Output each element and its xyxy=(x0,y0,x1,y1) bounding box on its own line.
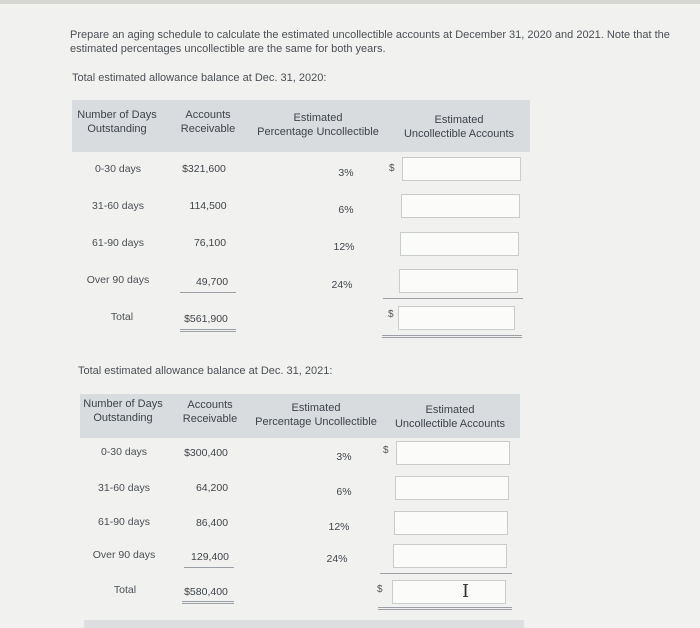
row-percentage: 12% xyxy=(328,521,350,533)
dollar-sign: $ xyxy=(377,584,383,595)
row-accounts-receivable: 49,700 xyxy=(195,276,229,288)
row-percentage: 6% xyxy=(338,204,354,216)
estimated-uncollectible-input-2021-31-60[interactable] xyxy=(395,476,509,500)
header-estimated-percentage: Estimated Percentage Uncollectible xyxy=(257,112,379,138)
estimated-uncollectible-total-2020[interactable] xyxy=(398,306,515,330)
total-accounts-receivable: $580,400 xyxy=(184,586,228,598)
table-2020-title: Total estimated allowance balance at Dec. 31, 2020: xyxy=(72,72,327,84)
row-days-label: Over 90 days xyxy=(92,549,156,561)
subtotal-underline xyxy=(380,573,512,574)
row-percentage: 6% xyxy=(336,486,352,498)
row-percentage: 24% xyxy=(326,553,348,565)
row-days-label: 0-30 days xyxy=(94,163,142,175)
row-accounts-receivable: 129,400 xyxy=(191,551,229,563)
instructions-text: Prepare an aging schedule to calculate the estimated uncollectible accounts at December 31, 2020 and 2021. Note that the estimated percentages uncollectible are the same for both years. xyxy=(70,29,670,55)
text-cursor-icon: I xyxy=(462,581,470,602)
subtotal-underline xyxy=(180,292,236,293)
estimated-uncollectible-input-2021-0-30[interactable] xyxy=(396,441,510,465)
dollar-sign: $ xyxy=(383,445,389,456)
estimated-uncollectible-input-2020-0-30[interactable] xyxy=(402,157,521,181)
row-days-label: 31-60 days xyxy=(98,482,150,494)
estimated-uncollectible-input-2020-over-90[interactable] xyxy=(399,269,518,293)
estimated-uncollectible-input-2021-over-90[interactable] xyxy=(393,544,507,568)
row-percentage: 24% xyxy=(331,279,353,291)
total-label: Total xyxy=(110,311,134,323)
total-double-underline xyxy=(378,607,512,610)
row-days-label: 61-90 days xyxy=(92,237,144,249)
estimated-uncollectible-input-2020-31-60[interactable] xyxy=(401,194,520,218)
dollar-sign: $ xyxy=(388,309,394,320)
dollar-sign: $ xyxy=(389,163,395,174)
row-accounts-receivable: 86,400 xyxy=(195,517,229,529)
row-accounts-receivable: 64,200 xyxy=(195,482,229,494)
table-2021-title: Total estimated allowance balance at Dec. 31, 2021: xyxy=(78,365,333,377)
row-accounts-receivable: 76,100 xyxy=(193,237,227,249)
row-percentage: 3% xyxy=(338,167,354,179)
header-estimated-uncollectible: Estimated Uncollectible Accounts xyxy=(403,114,515,140)
estimated-uncollectible-input-2021-61-90[interactable] xyxy=(394,511,508,535)
estimated-uncollectible-total-2021[interactable] xyxy=(392,580,506,604)
row-accounts-receivable: 114,500 xyxy=(189,200,227,212)
header-estimated-uncollectible: Estimated Uncollectible Accounts xyxy=(394,404,506,430)
subtotal-underline xyxy=(184,567,234,568)
header-accounts-receivable: Accounts Receivable xyxy=(180,109,236,135)
subtotal-underline xyxy=(383,298,523,299)
total-double-underline xyxy=(382,335,522,338)
row-percentage: 12% xyxy=(333,241,355,253)
total-accounts-receivable: $561,900 xyxy=(184,313,228,325)
row-accounts-receivable: $300,400 xyxy=(184,447,228,459)
total-double-underline xyxy=(182,601,234,604)
header-estimated-percentage: Estimated Percentage Uncollectible xyxy=(255,402,377,428)
row-accounts-receivable: $321,600 xyxy=(182,163,226,175)
row-percentage: 3% xyxy=(336,451,352,463)
row-days-label: 61-90 days xyxy=(98,516,150,528)
row-days-label: Over 90 days xyxy=(86,274,150,286)
row-days-label: 31-60 days xyxy=(92,200,144,212)
total-label: Total xyxy=(113,584,137,596)
header-days: Number of Days Outstanding xyxy=(83,398,163,424)
header-accounts-receivable: Accounts Receivable xyxy=(182,399,238,425)
row-days-label: 0-30 days xyxy=(100,446,148,458)
window-top-edge xyxy=(0,0,700,4)
next-section-header-edge xyxy=(84,620,524,628)
header-days: Number of Days Outstanding xyxy=(77,109,157,135)
total-double-underline xyxy=(180,329,236,332)
estimated-uncollectible-input-2020-61-90[interactable] xyxy=(400,232,519,256)
